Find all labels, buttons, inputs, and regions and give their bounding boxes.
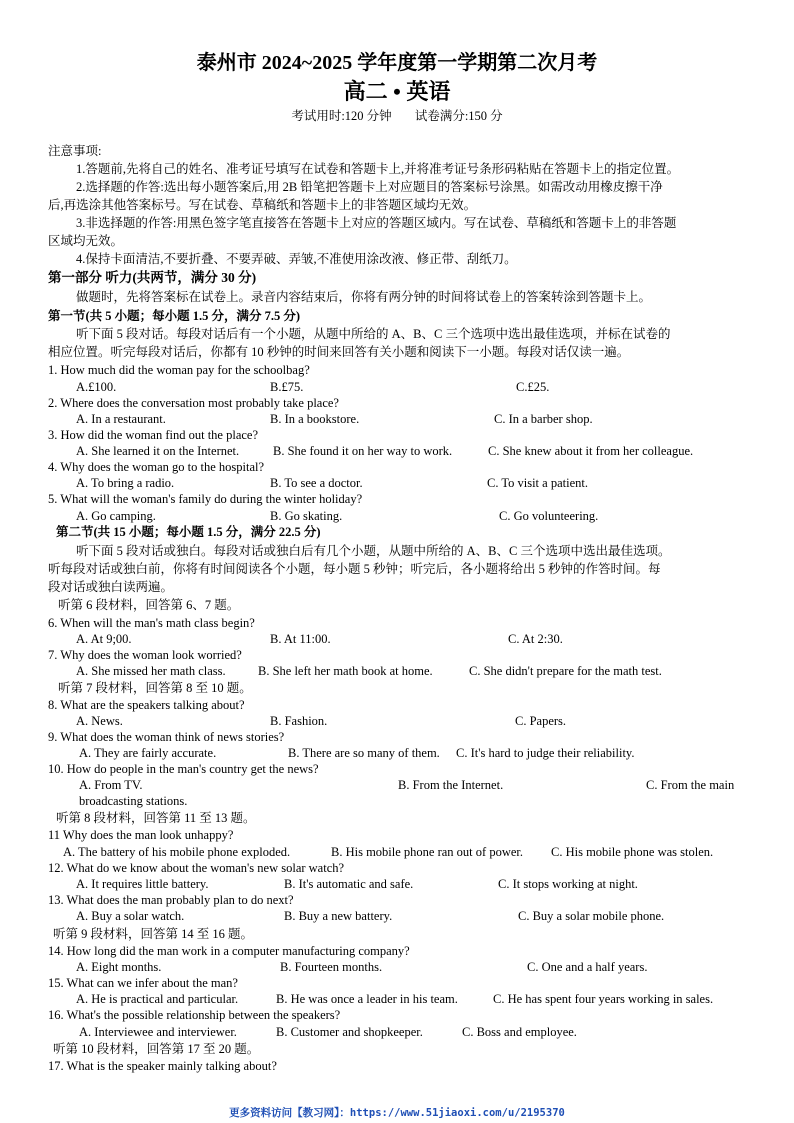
q9-option-c[interactable]: C. It's hard to judge their reliability. (456, 746, 635, 760)
q8-option-c[interactable]: C. Papers. (515, 714, 567, 728)
q9-option-b[interactable]: B. There are so many of them. (288, 746, 440, 760)
section2-intro: 听下面 5 段对话或独白。每段对话或独白后有几个小题，从题中所给的 A、B、C 三个选项中选出最佳选项。 (76, 544, 671, 558)
q8-option-a[interactable]: A. News. (76, 714, 123, 728)
q4-option-c[interactable]: C. To visit a patient. (487, 476, 588, 490)
subject-title: 高二 • 英语 (343, 79, 451, 104)
q12-option-c[interactable]: C. It stops working at night. (498, 877, 638, 891)
note-3: 3.非选择题的作答:用黑色签字笔直接答在答题卡上对应的答题区域内。写在试卷、草稿纸和答题卡上的非答题 (76, 216, 677, 230)
q3-option-b[interactable]: B. She found it on her way to work. (273, 444, 453, 458)
note-2-cont: 后,再选涂其他答案标号。写在试卷、草稿纸和答题卡上的非答题区域均无效。 (48, 198, 477, 212)
q15-option-b[interactable]: B. He was once a leader in his team. (276, 992, 458, 1006)
material-9: 听第 9 段材料，回答第 14 至 16 题。 (53, 927, 254, 941)
q14-option-c[interactable]: C. One and a half years. (527, 960, 648, 974)
q10-option-a[interactable]: A. From TV. (79, 778, 143, 792)
q12-option-a[interactable]: A. It requires little battery. (76, 877, 209, 891)
q6-option-c[interactable]: C. At 2:30. (508, 632, 563, 646)
q4-option-b[interactable]: B. To see a doctor. (270, 476, 363, 490)
material-6: 听第 6 段材料，回答第 6、7 题。 (58, 598, 240, 612)
q11-option-c[interactable]: C. His mobile phone was stolen. (551, 845, 714, 859)
q16-option-b[interactable]: B. Customer and shopkeeper. (276, 1025, 423, 1039)
question-13: 13. What does the man probably plan to do next? (48, 893, 294, 907)
question-6: 6. When will the man's math class begin? (48, 616, 255, 630)
question-14: 14. How long did the man work in a computer manufacturing company? (48, 944, 410, 958)
q5-option-b[interactable]: B. Go skating. (270, 509, 343, 523)
q7-option-b[interactable]: B. She left her math book at home. (258, 664, 433, 678)
q1-option-b[interactable]: B.£75. (270, 380, 304, 394)
question-2: 2. Where does the conversation most probably take place? (48, 396, 339, 410)
question-5: 5. What will the woman's family do during the winter holiday? (48, 492, 363, 506)
q10-option-b[interactable]: B. From the Internet. (398, 778, 504, 792)
question-11: 11 Why does the man look unhappy? (48, 828, 234, 842)
material-8: 听第 8 段材料，回答第 11 至 13 题。 (56, 811, 256, 825)
q14-option-b[interactable]: B. Fourteen months. (280, 960, 383, 974)
note-3-cont: 区域均无效。 (48, 234, 124, 248)
q13-option-c[interactable]: C. Buy a solar mobile phone. (518, 909, 665, 923)
question-17: 17. What is the speaker mainly talking about? (48, 1059, 277, 1073)
q3-option-c[interactable]: C. She knew about it from her colleague. (488, 444, 694, 458)
section1-intro: 听下面 5 段对话。每段对话后有一个小题，从题中所给的 A、B、C 三个选项中选出最佳选项，并标在试卷的 (76, 327, 671, 341)
q16-option-a[interactable]: A. Interviewee and interviewer. (79, 1025, 237, 1039)
exam-time: 考试用时:120 分钟 (291, 109, 392, 123)
question-7: 7. Why does the woman look worried? (48, 648, 242, 662)
section1-heading: 第一节(共 5 小题；每小题 1.5 分，满分 7.5 分) (48, 309, 301, 323)
q6-option-a[interactable]: A. At 9;00. (76, 632, 132, 646)
q2-option-b[interactable]: B. In a bookstore. (270, 412, 360, 426)
question-10: 10. How do people in the man's country get the news? (48, 762, 319, 776)
q13-option-a[interactable]: A. Buy a solar watch. (76, 909, 185, 923)
part1-heading: 第一部分 听力(共两节，满分 30 分) (48, 270, 257, 285)
q16-option-c[interactable]: C. Boss and employee. (462, 1025, 577, 1039)
q1-option-c[interactable]: C.£25. (516, 380, 550, 394)
question-16: 16. What's the possible relationship between the speakers? (48, 1008, 341, 1022)
question-12: 12. What do we know about the woman's new solar watch? (48, 861, 345, 875)
note-1: 1.答题前,先将自己的姓名、准考证号填写在试卷和答题卡上,并将准考证号条形码粘贴在答题卡上的指定位置。 (76, 162, 680, 176)
section2-intro-cont2: 段对话或独白读两遍。 (48, 580, 174, 594)
question-9: 9. What does the woman think of news stories? (48, 730, 285, 744)
question-1: 1. How much did the woman pay for the schoolbag? (48, 363, 310, 377)
q5-option-a[interactable]: A. Go camping. (76, 509, 156, 523)
q12-option-b[interactable]: B. It's automatic and safe. (284, 877, 414, 891)
q4-option-a[interactable]: A. To bring a radio. (76, 476, 175, 490)
footer-link[interactable]: 更多资料访问【教习网】：https://www.51jiaoxi.com/u/2195370 (229, 1107, 565, 1119)
q11-option-a[interactable]: A. The battery of his mobile phone exploded. (63, 845, 291, 859)
q7-option-c[interactable]: C. She didn't prepare for the math test. (469, 664, 662, 678)
exam-score: 试卷满分:150 分 (414, 109, 503, 123)
section2-heading: 第二节(共 15 小题；每小题 1.5 分，满分 22.5 分) (56, 525, 321, 539)
section2-intro-cont: 听每段对话或独白前，你将有时间阅读各个小题，每小题 5 秒钟；听完后，各小题将给出 5 秒钟的作答时间。每 (48, 562, 661, 576)
q3-option-a[interactable]: A. She learned it on the Internet. (76, 444, 240, 458)
q10-option-c[interactable]: C. From the main (646, 778, 735, 792)
material-10: 听第 10 段材料，回答第 17 至 20 题。 (53, 1042, 260, 1056)
q9-option-a[interactable]: A. They are fairly accurate. (79, 746, 217, 760)
q13-option-b[interactable]: B. Buy a new battery. (284, 909, 393, 923)
q11-option-b[interactable]: B. His mobile phone ran out of power. (331, 845, 523, 859)
question-15: 15. What can we infer about the man? (48, 976, 238, 990)
exam-info (0, 108, 794, 124)
q2-option-c[interactable]: C. In a barber shop. (494, 412, 593, 426)
q14-option-a[interactable]: A. Eight months. (76, 960, 162, 974)
note-2: 2.选择题的作答:选出每小题答案后,用 2B 铅笔把答题卡上对应题目的答案标号涂黑。如需改动用橡皮擦干净 (76, 180, 663, 194)
section1-intro-cont: 相应位置。听完每段对话后，你都有 10 秒钟的时间来回答有关小题和阅读下一小题。每段对话仅读一遍。 (48, 345, 630, 359)
exam-title: 泰州市 2024~2025 学年度第一学期第二次月考 (196, 52, 598, 74)
q5-option-c[interactable]: C. Go volunteering. (499, 509, 599, 523)
question-3: 3. How did the woman find out the place? (48, 428, 259, 442)
q15-option-a[interactable]: A. He is practical and particular. (76, 992, 239, 1006)
q7-option-a[interactable]: A. She missed her math class. (76, 664, 226, 678)
material-7: 听第 7 段材料，回答第 8 至 10 题。 (58, 681, 252, 695)
note-4: 4.保持卡面清洁,不要折叠、不要弄破、弄皱,不准使用涂改液、修正带、刮纸刀。 (76, 252, 517, 266)
q10-option-c-cont: broadcasting stations. (79, 794, 188, 808)
part1-intro: 做题时，先将答案标在试卷上。录音内容结束后，你将有两分钟的时间将试卷上的答案转涂到答题卡上。 (76, 290, 652, 304)
q1-option-a[interactable]: A.£100. (76, 380, 117, 394)
question-4: 4. Why does the woman go to the hospital? (48, 460, 265, 474)
q2-option-a[interactable]: A. In a restaurant. (76, 412, 166, 426)
q8-option-b[interactable]: B. Fashion. (270, 714, 328, 728)
question-8: 8. What are the speakers talking about? (48, 698, 245, 712)
q6-option-b[interactable]: B. At 11:00. (270, 632, 331, 646)
notes-heading: 注意事项: (48, 144, 102, 158)
q15-option-c[interactable]: C. He has spent four years working in sales. (493, 992, 714, 1006)
